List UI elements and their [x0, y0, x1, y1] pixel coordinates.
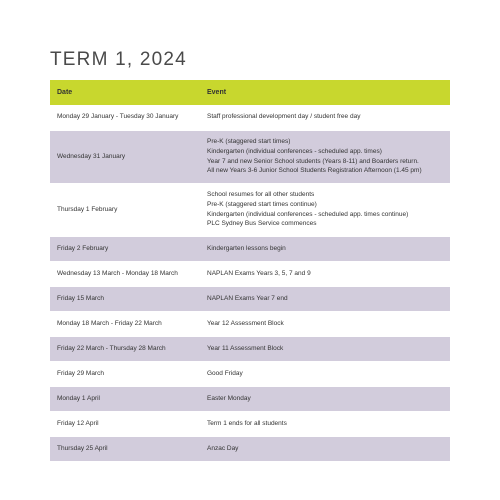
- date-cell: Thursday 25 April: [50, 436, 200, 461]
- event-line: Pre-K (staggered start times): [207, 138, 291, 146]
- event-cell: [200, 361, 450, 386]
- date-cell: Friday 2 February: [50, 236, 200, 261]
- table-body: [50, 105, 450, 461]
- event-line: Kindergarten (individual conferences - scheduled app. times): [207, 147, 382, 155]
- event-cell: [200, 236, 450, 261]
- date-cell: Monday 29 January - Tuesday 30 January: [50, 105, 200, 130]
- event-line: NAPLAN Exams Year 7 end: [207, 294, 288, 302]
- date-cell: Monday 1 April: [50, 386, 200, 411]
- event-cell: [200, 105, 450, 130]
- event-line: Good Friday: [207, 369, 243, 377]
- event-cell: [200, 183, 450, 236]
- event-line: NAPLAN Exams Years 3, 5, 7 and 9: [207, 269, 311, 277]
- column-header-event: Event: [200, 80, 450, 105]
- event-cell: [200, 411, 450, 436]
- table-row: [50, 411, 450, 436]
- event-cell: [200, 286, 450, 311]
- event-cell: [200, 336, 450, 361]
- table-row: [50, 130, 450, 183]
- table-row: [50, 236, 450, 261]
- table-row: [50, 261, 450, 286]
- term-table: [50, 80, 450, 462]
- date-cell: Friday 22 March - Thursday 28 March: [50, 336, 200, 361]
- date-cell: Wednesday 31 January: [50, 130, 200, 183]
- column-header-date: Date: [50, 80, 200, 105]
- event-cell: [200, 130, 450, 183]
- date-cell: Wednesday 13 March - Monday 18 March: [50, 261, 200, 286]
- date-cell: Friday 12 April: [50, 411, 200, 436]
- table-row: [50, 361, 450, 386]
- event-line: Pre-K (staggered start times continue): [207, 200, 317, 208]
- event-line: Year 11 Assessment Block: [207, 344, 284, 352]
- event-cell: [200, 386, 450, 411]
- date-cell: Friday 29 March: [50, 361, 200, 386]
- event-line: PLC Sydney Bus Service commences: [207, 220, 317, 228]
- event-line: Anzac Day: [207, 444, 239, 452]
- table-row: [50, 386, 450, 411]
- event-line: All new Years 3-6 Junior School Students Registration Afternoon (1.45 pm): [207, 167, 422, 175]
- event-line: Term 1 ends for all students: [207, 419, 287, 427]
- table-row: [50, 183, 450, 236]
- event-line: Year 7 and new Senior School students (Years 8-11) and Boarders return.: [207, 157, 419, 165]
- table-row: [50, 105, 450, 130]
- date-cell: Monday 18 March - Friday 22 March: [50, 311, 200, 336]
- table-row: [50, 336, 450, 361]
- event-line: Kindergarten lessons begin: [207, 244, 286, 252]
- event-line: Staff professional development day / student free day: [207, 113, 361, 121]
- event-cell: [200, 311, 450, 336]
- event-line: Year 12 Assessment Block: [207, 319, 284, 327]
- event-line: Kindergarten (individual conferences - scheduled app. times continue): [207, 210, 409, 218]
- event-cell: [200, 261, 450, 286]
- event-cell: [200, 436, 450, 461]
- table-header-row: [50, 80, 450, 105]
- event-line: School resumes for all other students: [207, 191, 315, 199]
- date-cell: Thursday 1 February: [50, 183, 200, 236]
- table-row: [50, 286, 450, 311]
- event-line: Easter Monday: [207, 394, 251, 402]
- page-title: TERM 1, 2024: [50, 49, 187, 70]
- table-row: [50, 436, 450, 461]
- date-cell: Friday 15 March: [50, 286, 200, 311]
- table-row: [50, 311, 450, 336]
